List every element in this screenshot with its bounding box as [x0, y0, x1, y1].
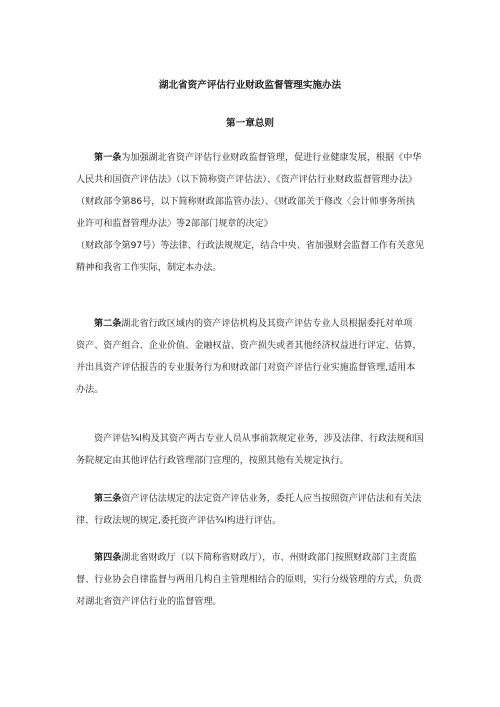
- article-3-paragraph: [76, 488, 448, 532]
- paragraph-line: 精神和我省工作实际，制定本办法。: [76, 263, 222, 273]
- paragraph-line: 人民共和国资产评估法》（以下简称资产评估法）、《资产评估行业财政监督管理办法》: [76, 175, 418, 185]
- article-2-paragraph: [76, 313, 448, 401]
- document-title: 湖北省资产评估行业财政监督管理实施办法: [158, 80, 342, 91]
- article-number: 第三条: [94, 494, 122, 504]
- paragraph-line: 第一条为加强湖北省资产评估行业财政监督管理，促进行业健康发展，根据《中华: [94, 153, 422, 163]
- article-number: 第一条: [94, 153, 122, 163]
- paragraph-line: 律、行政法规的规定,委托资产评估¾l构进行评估。: [76, 516, 282, 526]
- paragraph-line: 并出具资产评估报告的专业服务行为和财政部门对资产评估行业实施监督管理,适用本: [76, 363, 416, 373]
- paragraph-line: 第三条资产评估法规定的法定资产评估业务，委托人应当按照资产评估法和有关法: [94, 494, 422, 504]
- article-number: 第二条: [94, 319, 122, 329]
- paragraph-line: 资产评估¾l构及其资产两古专业人员从事前款规定业务，涉及法律、行政法规和国: [94, 434, 424, 444]
- paragraph-line: （财政部令第86号，以下简称财政部监管办法）、《财政部关于修改〈会计师事务所执: [76, 197, 415, 207]
- paragraph-line: 办法。: [76, 385, 104, 395]
- paragraph-line: 督、行业协会自律监督与两用几构自主管理相结合的原则，实行分级管理的方式，负责: [76, 575, 422, 585]
- article-2-second-paragraph: [76, 428, 448, 472]
- article-4-paragraph: [76, 547, 448, 613]
- paragraph-line: （财政部令第97号）等法律、行政法规规定，结合中央、省加强财会监督工作有关意见: [76, 241, 425, 251]
- article-1-paragraph: [76, 147, 448, 279]
- paragraph-line: 第二条湖北省行政区域内的资产评估机构及其资产评估专业人员根据委托对单项: [94, 319, 413, 329]
- paragraph-line: 对湖北省资产评估行业的监督管理。: [76, 597, 222, 607]
- paragraph-line: 第四条湖北省财政厅（以下简称省财政厅），市、州财政部门按照财政部门主责监: [94, 553, 417, 563]
- paragraph-line: 务院规定由其他评估行政管理部门宣理的，按照其他有关规定执行。: [76, 456, 349, 466]
- paragraph-line: 资产、资产组合、企业价值、金融权益、资产损失或者其他经济权益进行评定、估算，: [76, 341, 422, 351]
- paragraph-line: 业许可和监督管理办法〉等2部部门规章的决定》: [76, 219, 273, 229]
- article-number: 第四条: [94, 553, 122, 563]
- chapter-title: 第一章总则: [226, 118, 274, 129]
